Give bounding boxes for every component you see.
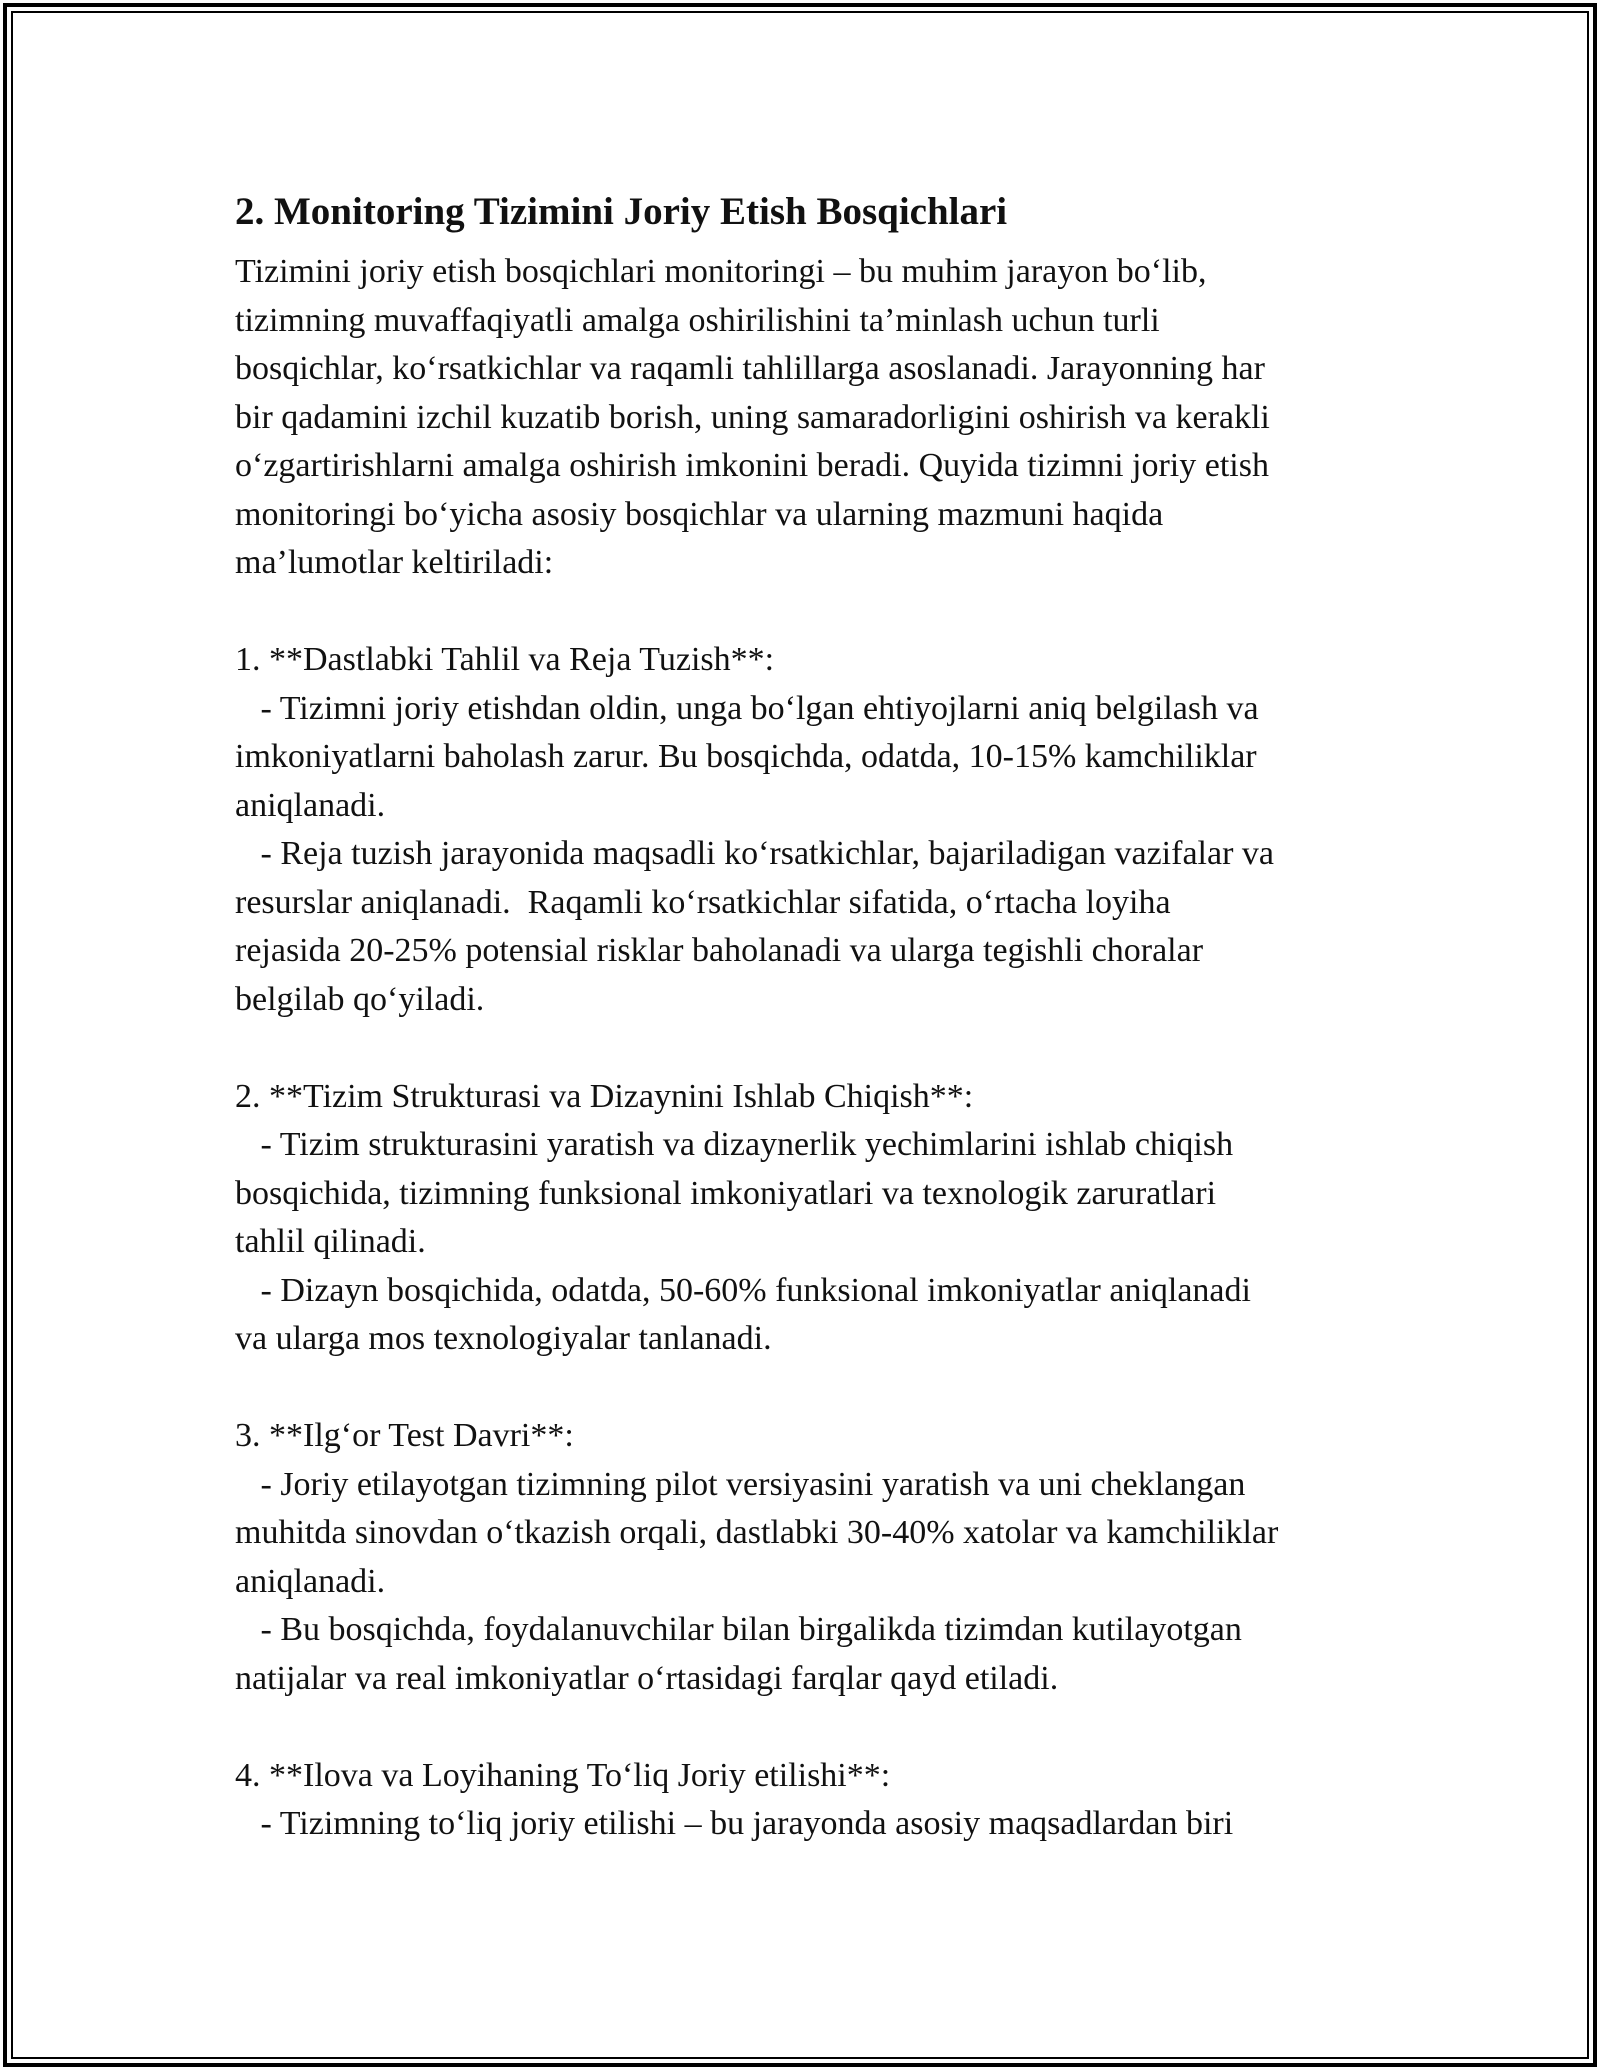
section-text: Tizimini joriy etish bosqichlari monitoringi – bu muhim jarayon bo‘lib, tizimning muvaffaqiyatli amalga oshirilishini ta’minlash uchun turli bosqichlar, ko‘rsatkichlar va raqamli tahlillarga asoslanadi. Jarayonning har bir qadamini izchil kuzatib borish, uning samaradorligini oshirish va kerakli o‘zgartirishlarni amalga oshirish imkonini beradi. Quyida tizimni joriy etish monitoringi bo‘yicha asosiy bosqichlar va ularning mazmuni haqida ma’lumotlar keltiriladi: 1. **Dastlabki Tahlil va Reja Tuzish**: - Tizimni joriy etishdan oldin, unga bo‘lgan ehtiyojlarni aniq belgilash va imkoniyatlarni baholash zarur. Bu bosqichda, odatda, 10-15% kamchiliklar aniqlanadi. - Reja tuzish jarayonida maqsadli ko‘rsatkichlar, bajariladigan vazifalar va resurslar aniqlanadi. Raqamli ko‘rsatkichlar sifatida, o‘rtacha loyiha rejasida 20-25% potensial risklar baholanadi va ularga tegishli choralar belgilab qo‘yiladi. 2. **Tizim Strukturasi va Dizaynini Ishlab Chiqish**: - Tizim strukturasini yaratish va dizaynerlik yechimlarini ishlab chiqish bosqichida, tizimning funksional imkoniyatlari va texnologik zaruratlari tahlil qilinadi. - Dizayn bosqichida, odatda, 50-60% funksional imkoniyatlar aniqlanadi va ularga mos texnologiyalar tanlanadi. 3. **Ilg‘or Test Davri**: - Joriy etilayotgan tizimning pilot versiyasini yaratish va uni cheklangan muhitda sinovdan o‘tkazish orqali, dastlabki 30-40% xatolar va kamchiliklar aniqlanadi. - Bu bosqichda, foydalanuvchilar bilan birgalikda tizimdan kutilayotgan natijalar va real imkoniyatlar o‘rtasidagi farqlar qayd etiladi. 4. **Ilova va Loyihaning To‘liq Joriy etilishi**: - Tizimning to‘liq joriy etilishi – bu jarayonda asosiy maqsadlardan biri <box>235 253 1279 1842</box>
section-heading: 2. Monitoring Tizimini Joriy Etish Bosqichlari <box>235 190 1008 233</box>
document-body <box>235 186 1375 1849</box>
